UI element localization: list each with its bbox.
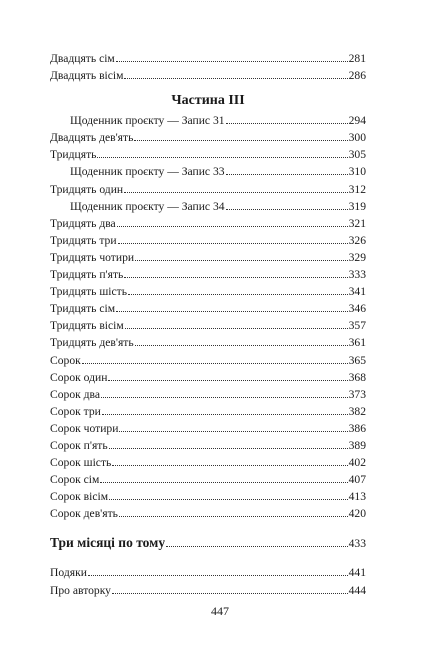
toc-entry (50, 505, 366, 522)
leader-dots (88, 575, 348, 576)
toc-entry (50, 317, 366, 334)
toc-entry-title: Три місяці по тому (50, 535, 166, 551)
leader-dots (116, 61, 348, 62)
toc-entry-title: Щоденник проєкту — Запис 34 (70, 199, 225, 213)
leader-dots (119, 431, 347, 432)
toc-entry (50, 129, 366, 146)
toc-entry-page: 310 (348, 165, 366, 179)
toc-entry-page: 373 (348, 387, 366, 401)
toc-entry (50, 283, 366, 300)
leader-dots (128, 294, 348, 295)
leader-dots (124, 78, 347, 79)
toc-entry-page: 329 (348, 250, 366, 264)
leader-dots (82, 363, 348, 364)
toc-entry-title: Тридцять два (50, 216, 116, 230)
toc-entry-page: 312 (348, 182, 366, 196)
toc-entry-page: 444 (348, 583, 366, 597)
toc-entry-page: 281 (348, 52, 366, 65)
toc-entry-page: 333 (348, 268, 366, 282)
toc-entry (50, 198, 366, 215)
toc-entry-page: 365 (348, 353, 366, 367)
toc-entry-title: Тридцять шість (50, 285, 127, 299)
toc-entry-page: 402 (348, 456, 366, 470)
leader-dots (226, 123, 348, 124)
toc-entry-title: Щоденник проєкту — Запис 31 (70, 114, 225, 128)
toc-entry-page: 389 (348, 438, 366, 452)
toc-entry-page: 319 (348, 199, 366, 213)
toc-entry-title: Тридцять п'ять (50, 268, 124, 282)
leader-dots (100, 482, 347, 483)
toc-entry (50, 181, 366, 198)
toc-entry-title: Двадцять сім (50, 52, 115, 65)
toc-entry-page: 420 (348, 507, 366, 521)
leader-dots (124, 192, 348, 193)
toc-entry-title: Тридцять один (50, 182, 124, 196)
toc-entry-page: 382 (348, 404, 366, 418)
toc-list-part3 (50, 112, 366, 522)
leader-dots (118, 243, 348, 244)
toc-entry-title: Подяки (50, 566, 87, 580)
toc-entry-page: 413 (348, 490, 366, 504)
leader-dots (108, 380, 347, 381)
toc-entry-title: Сорок два (50, 387, 101, 401)
toc-entry-title: Сорок три (50, 404, 101, 418)
toc-entry-title: Про авторку (50, 583, 111, 597)
toc-entry-page: 286 (348, 69, 366, 83)
toc-entry-title: Тридцять чотири (50, 250, 135, 264)
leader-dots (112, 465, 347, 466)
toc-entry-epilogue (50, 532, 366, 554)
toc-entry (50, 334, 366, 351)
toc-entry-title: Сорок один (50, 370, 108, 384)
toc-entry (50, 232, 366, 249)
toc-entry-page: 326 (348, 233, 366, 247)
toc-entry (50, 564, 366, 581)
toc-entry-page: 433 (348, 537, 366, 551)
table-of-contents (50, 50, 366, 599)
toc-entry (50, 266, 366, 283)
toc-list-end (50, 564, 366, 598)
toc-entry (50, 437, 366, 454)
toc-entry-page: 407 (348, 473, 366, 487)
toc-entry (50, 582, 366, 599)
toc-entry-page: 341 (348, 285, 366, 299)
toc-entry (50, 420, 366, 437)
toc-entry-title: Сорок п'ять (50, 438, 108, 452)
toc-entry-page: 294 (348, 114, 366, 128)
leader-dots (116, 311, 348, 312)
toc-entry-title: Тридцять (50, 148, 97, 162)
toc-entry-page: 305 (348, 148, 366, 162)
toc-entry (50, 454, 366, 471)
toc-entry (50, 488, 366, 505)
toc-entry (50, 403, 366, 420)
leader-dots (134, 140, 347, 141)
leader-dots (97, 157, 347, 158)
toc-entry (50, 67, 366, 84)
toc-entry (50, 146, 366, 163)
leader-dots (102, 414, 348, 415)
toc-entry-page: 357 (348, 319, 366, 333)
toc-entry-title: Двадцять дев'ять (50, 131, 134, 145)
leader-dots (117, 226, 348, 227)
toc-entry-title: Сорок вісім (50, 490, 109, 504)
toc-entry-title: Двадцять вісім (50, 69, 124, 83)
leader-dots (226, 174, 348, 175)
toc-entry-title: Тридцять три (50, 233, 117, 247)
leader-dots (119, 516, 348, 517)
toc-entry-title: Сорок сім (50, 473, 100, 487)
leader-dots (226, 209, 348, 210)
toc-entry-title: Тридцять вісім (50, 319, 124, 333)
toc-entry (50, 249, 366, 266)
leader-dots (125, 328, 348, 329)
toc-entry-title: Сорок чотири (50, 421, 119, 435)
toc-entry (50, 352, 366, 369)
leader-dots (101, 397, 348, 398)
toc-entry (50, 471, 366, 488)
toc-entry-title: Сорок дев'ять (50, 507, 118, 521)
toc-entry-title: Тридцять сім (50, 302, 116, 316)
toc-entry-title: Сорок (50, 353, 81, 367)
toc-entry-page: 386 (348, 421, 366, 435)
part-heading: Частина III (171, 93, 245, 109)
leader-dots (124, 277, 347, 278)
leader-dots (135, 260, 348, 261)
toc-entry-title: Щоденник проєкту — Запис 33 (70, 165, 225, 179)
toc-entry (50, 300, 366, 317)
toc-entry-page: 321 (348, 216, 366, 230)
toc-entry-page: 361 (348, 336, 366, 350)
toc-entry (50, 369, 366, 386)
toc-entry-page: 368 (348, 370, 366, 384)
toc-entry (50, 386, 366, 403)
toc-entry (50, 215, 366, 232)
page-number: 447 (211, 604, 229, 618)
toc-entry-page: 346 (348, 302, 366, 316)
leader-dots (112, 593, 348, 594)
leader-dots (166, 546, 348, 547)
toc-entry-title: Сорок шість (50, 456, 112, 470)
toc-entry-page: 441 (348, 566, 366, 580)
toc-entry-title: Тридцять дев'ять (50, 336, 134, 350)
toc-entry-page: 300 (348, 131, 366, 145)
leader-dots (109, 448, 348, 449)
leader-dots (135, 345, 348, 346)
toc-entry (50, 112, 366, 129)
toc-entry (50, 163, 366, 180)
toc-entry (50, 50, 366, 67)
toc-list-top (50, 50, 366, 84)
leader-dots (109, 499, 348, 500)
